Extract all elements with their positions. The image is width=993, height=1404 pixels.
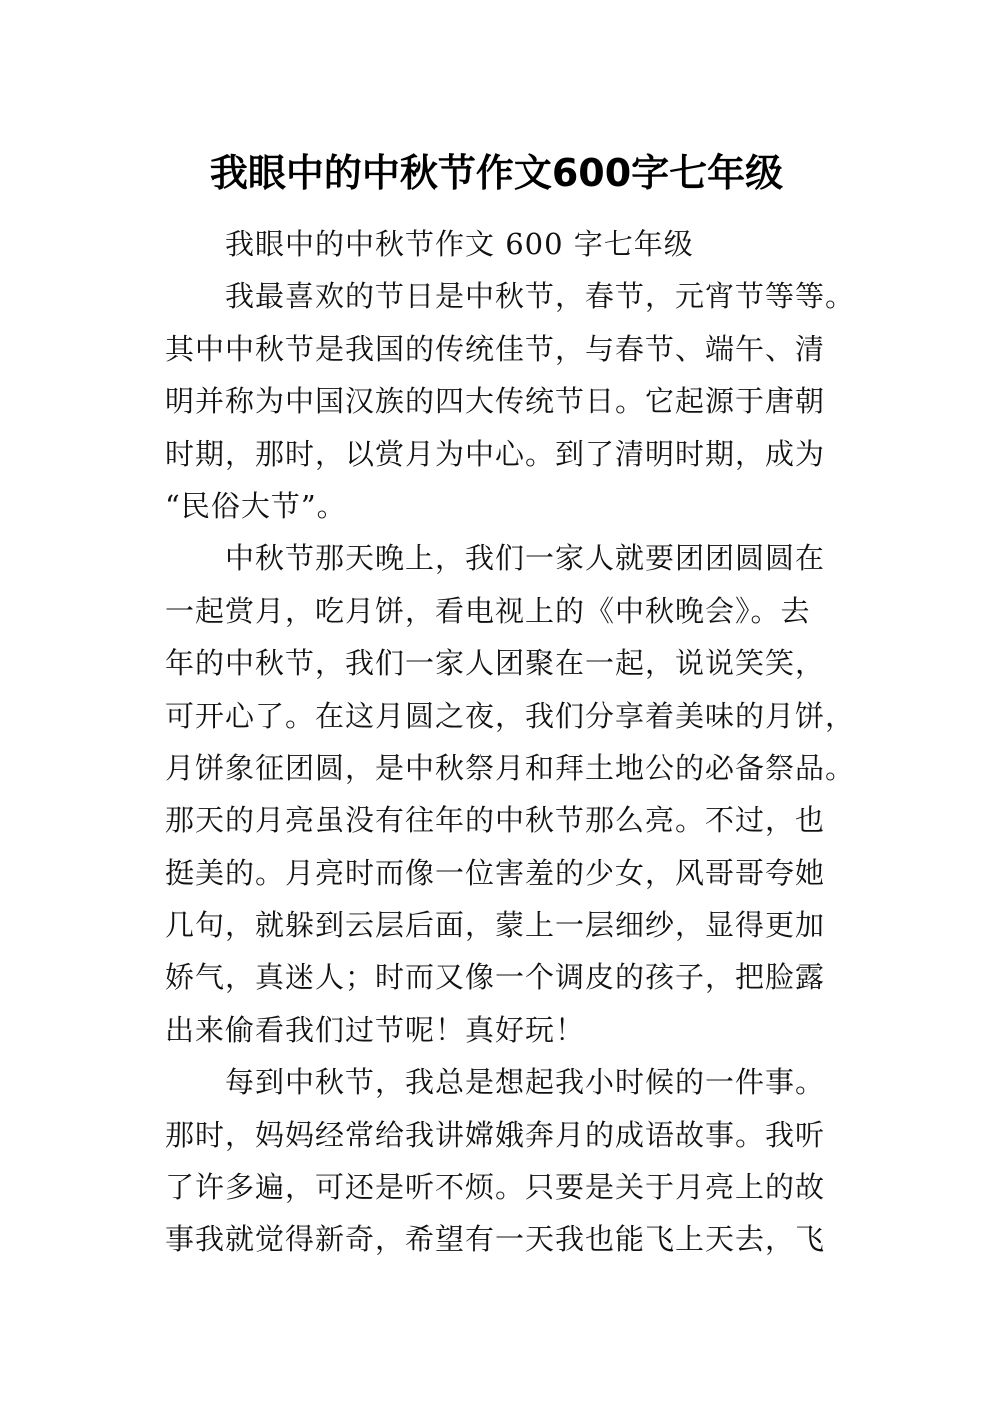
paragraph-2-line-7: 挺美的。月亮时而像一位害羞的少女，风哥哥夸她 — [165, 855, 826, 890]
paragraph-2-line-8: 几句，就躲到云层后面，蒙上一层细纱，显得更加 — [165, 908, 826, 943]
paragraph-1-line-5: “民俗大节”。 — [165, 488, 347, 523]
paragraph-2-line-6: 那天的月亮虽没有往年的中秋节那么亮。不过，也 — [165, 803, 826, 838]
paragraph-2-line-9: 娇气，真迷人；时而又像一个调皮的孩子，把脸露 — [165, 960, 826, 995]
paragraph-2-line-2: 一起赏月，吃月饼，看电视上的《中秋晚会》。去 — [165, 593, 811, 628]
paragraph-2-line-4: 可开心了。在这月圆之夜，我们分享着美味的月饼， — [165, 698, 856, 733]
paragraph-1-line-1: 我最喜欢的节日是中秋节，春节，元宵节等等。 — [225, 279, 856, 314]
paragraph-2-line-3: 年的中秋节，我们一家人团聚在一起，说说笑笑， — [165, 646, 826, 681]
subtitle-line: 我眼中的中秋节作文 600 字七年级 — [225, 227, 694, 261]
paragraph-3-line-4: 事我就觉得新奇，希望有一天我也能飞上天去，飞 — [165, 1222, 826, 1257]
page-title: 我眼中的中秋节作文600字七年级 — [209, 151, 784, 196]
paragraph-2-line-10: 出来偷看我们过节呢！真好玩！ — [165, 1012, 586, 1047]
paragraph-2-line-5: 月饼象征团圆，是中秋祭月和拜土地公的必备祭品。 — [165, 750, 856, 785]
document-body — [165, 218, 855, 1266]
paragraph-2-line-1: 中秋节那天晚上，我们一家人就要团团圆圆在 — [225, 541, 826, 576]
paragraph-3-line-2: 那时，妈妈经常给我讲嫦娥奔月的成语故事。我听 — [165, 1117, 826, 1152]
paragraph-1-line-3: 明并称为中国汉族的四大传统节日。它起源于唐朝 — [165, 384, 826, 419]
paragraph-3-line-3: 了许多遍，可还是听不烦。只要是关于月亮上的故 — [165, 1170, 826, 1205]
paragraph-1-line-2: 其中中秋节是我国的传统佳节，与春节、端午、清 — [165, 331, 826, 366]
paragraph-3-line-1: 每到中秋节，我总是想起我小时候的一件事。 — [225, 1065, 826, 1100]
paragraph-1-line-4: 时期，那时，以赏月为中心。到了清明时期，成为 — [165, 436, 826, 471]
